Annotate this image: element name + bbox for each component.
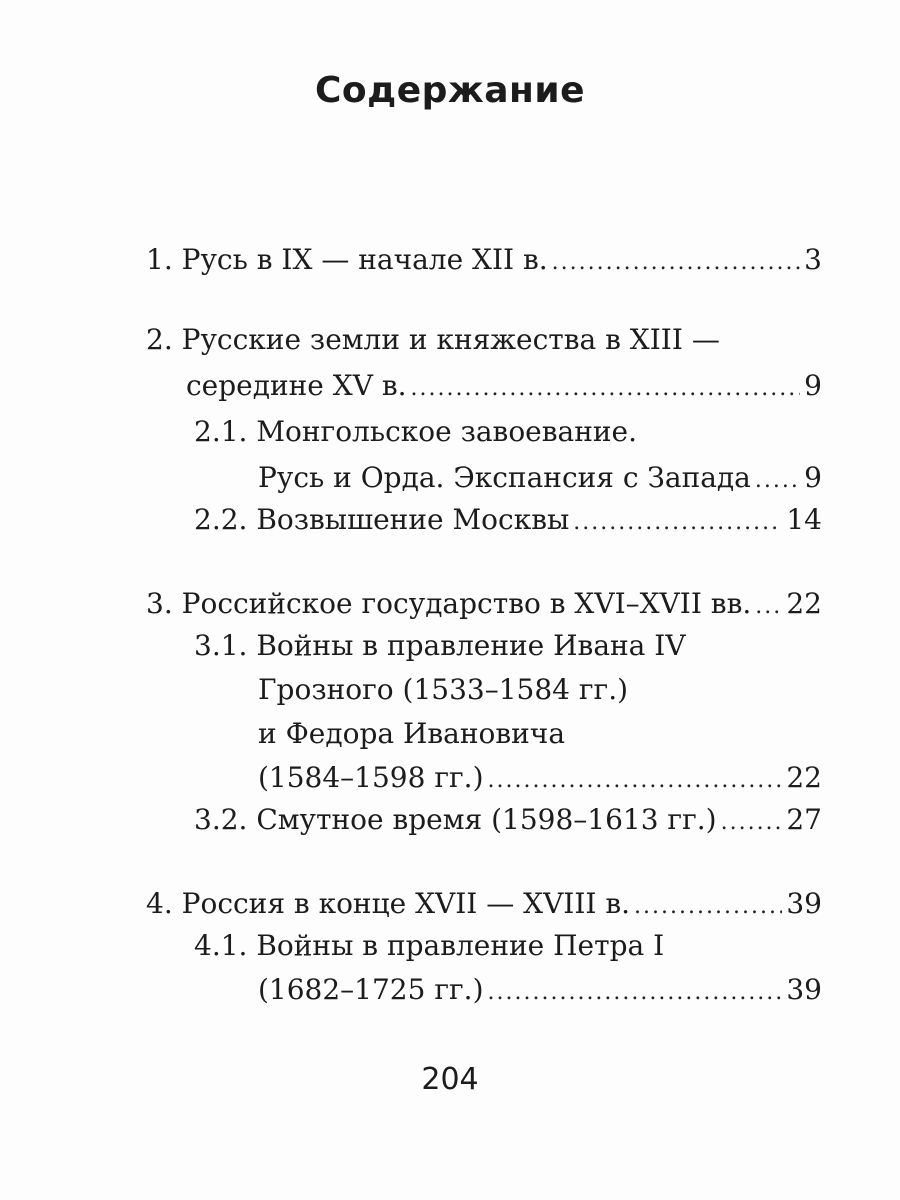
toc-entry-text: Русь и Орда. Экспансия с Запада bbox=[258, 461, 751, 494]
page-title: Содержание bbox=[314, 70, 586, 111]
toc-entry bbox=[194, 626, 822, 666]
toc-entry-text: 2.2. Возвышение Москвы bbox=[194, 503, 570, 536]
toc-entry-text: и Федора Ивановича bbox=[258, 717, 566, 750]
toc-entry bbox=[258, 714, 822, 754]
toc-entry-text: 3.1. Войны в правление Ивана IV bbox=[194, 629, 686, 662]
toc-entry-page: 39 bbox=[786, 887, 822, 920]
toc-entry-page: 27 bbox=[786, 803, 822, 836]
page-number: 204 bbox=[421, 1062, 479, 1097]
toc-entry-page: 39 bbox=[786, 973, 822, 1006]
toc-entry bbox=[146, 584, 822, 627]
toc-entry bbox=[146, 884, 822, 927]
toc-entry bbox=[146, 320, 822, 360]
toc-entry-page: 22 bbox=[786, 761, 822, 794]
toc-entry-page: 9 bbox=[804, 461, 822, 494]
toc-entry-text: 2.1. Монгольское завоевание. bbox=[194, 415, 637, 448]
toc-entry bbox=[194, 800, 822, 843]
toc-entry bbox=[258, 458, 822, 501]
toc-entry bbox=[186, 366, 822, 409]
toc-leader-dots bbox=[488, 973, 783, 1013]
toc-entry bbox=[194, 412, 822, 452]
toc-entry-text: 4. Россия в конце XVII — XVIII в. bbox=[146, 887, 631, 920]
toc-entry-text: 3. Российское государство в XVI–XVII вв. bbox=[146, 587, 752, 620]
toc-leader-dots bbox=[755, 461, 800, 501]
toc-entry-text: 1. Русь в IX — начале XII в. bbox=[146, 243, 548, 276]
toc-leader-dots bbox=[573, 503, 782, 543]
toc-entry-page: 14 bbox=[786, 503, 822, 536]
toc-leader-dots bbox=[755, 587, 782, 627]
toc-entry-text: Грозного (1533–1584 гг.) bbox=[258, 673, 629, 706]
toc-entry bbox=[194, 926, 822, 966]
toc-leader-dots bbox=[552, 243, 801, 283]
toc-entry-text: (1584–1598 гг.) bbox=[258, 761, 484, 794]
toc-entry-text: середине XV в. bbox=[186, 369, 407, 402]
toc-leader-dots bbox=[634, 887, 782, 927]
toc-entry-text: (1682–1725 гг.) bbox=[258, 973, 484, 1006]
toc-leader-dots bbox=[488, 761, 783, 801]
toc-entry bbox=[258, 758, 822, 801]
toc-leader-dots bbox=[411, 369, 801, 409]
toc-entry-text: 3.2. Смутное время (1598–1613 гг.) bbox=[194, 803, 717, 836]
toc-entry bbox=[258, 670, 822, 710]
toc-entry bbox=[194, 500, 822, 543]
toc-entry bbox=[146, 240, 822, 283]
toc-entry bbox=[258, 970, 822, 1013]
toc-entry-page: 9 bbox=[804, 369, 822, 402]
toc-entry-text: 4.1. Войны в правление Петра I bbox=[194, 929, 665, 962]
toc-entry-text: 2. Русские земли и княжества в XIII — bbox=[146, 323, 720, 356]
toc-entry-page: 3 bbox=[804, 243, 822, 276]
toc-entry-page: 22 bbox=[786, 587, 822, 620]
toc-leader-dots bbox=[721, 803, 783, 843]
